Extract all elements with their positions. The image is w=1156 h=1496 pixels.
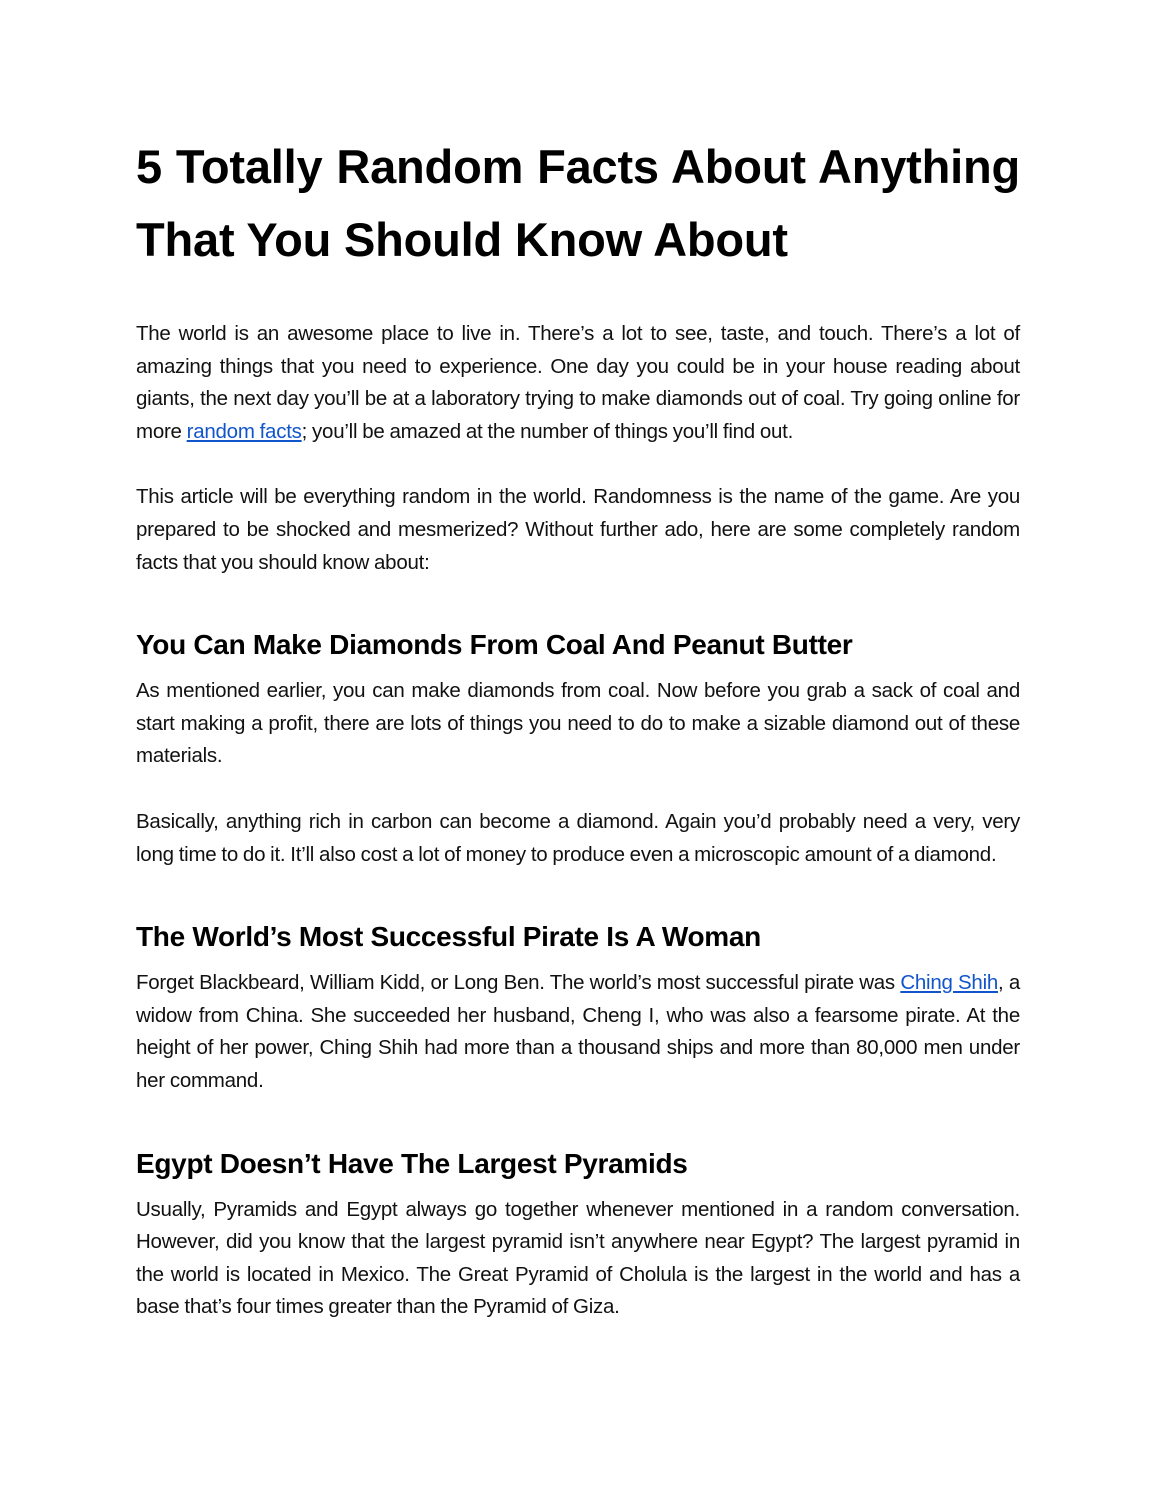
- pyramids-paragraph: Usually, Pyramids and Egypt always go together whenever mentioned in a random conversation. However, did you know that the largest pyramid isn’t anywhere near Egypt? The largest pyramid in the world is located in Mexico. The Great Pyramid of Cholula is the largest in the world and has a base that’s four times greater than the Pyramid of Giza.: [136, 1197, 1020, 1319]
- pirate-text-after-link: , a widow from China. She succeeded her husband, Cheng I, who was also a fearsome pirate. At the height of her power, Ching Shih had more than a thousand ships and more than 80,000 men under her command.: [136, 971, 1020, 1092]
- section-heading-pyramids: Egypt Doesn’t Have The Largest Pyramids: [136, 1147, 688, 1179]
- page-title: 5 Totally Random Facts About Anything That You Should Know About: [136, 140, 1020, 266]
- intro-text-before-link: The world is an awesome place to live in. There’s a lot to see, taste, and touch. There’s a lot of amazing things that you need to experience. One day you could be in your house reading about giants, the next day you’ll be at a laboratory trying to make diamonds out of coal. Try going online for more: [136, 322, 1020, 443]
- intro-paragraph-2: This article will be everything random in the world. Randomness is the name of the game. Are you prepared to be shocked and mesmerized? Without further ado, here are some completely random facts that you should know about:: [136, 485, 1020, 574]
- pirate-text-before-link: Forget Blackbeard, William Kidd, or Long Ben. The world’s most successful pirate was: [136, 971, 901, 995]
- document-page: [136, 130, 1020, 1324]
- random-facts-link[interactable]: random facts: [186, 419, 302, 443]
- intro-paragraph-1: [136, 318, 1020, 448]
- intro-text-after-link: ; you’ll be amazed at the number of things you’ll find out.: [301, 419, 794, 443]
- section-heading-diamonds: You Can Make Diamonds From Coal And Peanut Butter: [136, 629, 853, 661]
- section-heading-pirate: The World’s Most Successful Pirate Is A Woman: [136, 921, 761, 953]
- ching-shih-link[interactable]: Ching Shih: [900, 971, 999, 995]
- diamonds-paragraph-1: As mentioned earlier, you can make diamonds from coal. Now before you grab a sack of coal and start making a profit, there are lots of things you need to do to make a sizable diamond out of these materials.: [136, 679, 1020, 768]
- diamonds-paragraph-2: Basically, anything rich in carbon can become a diamond. Again you’d probably need a very, very long time to do it. It’ll also cost a lot of money to produce even a microscopic amount of a diamond.: [136, 809, 1020, 866]
- pirate-paragraph: [136, 967, 1020, 1097]
